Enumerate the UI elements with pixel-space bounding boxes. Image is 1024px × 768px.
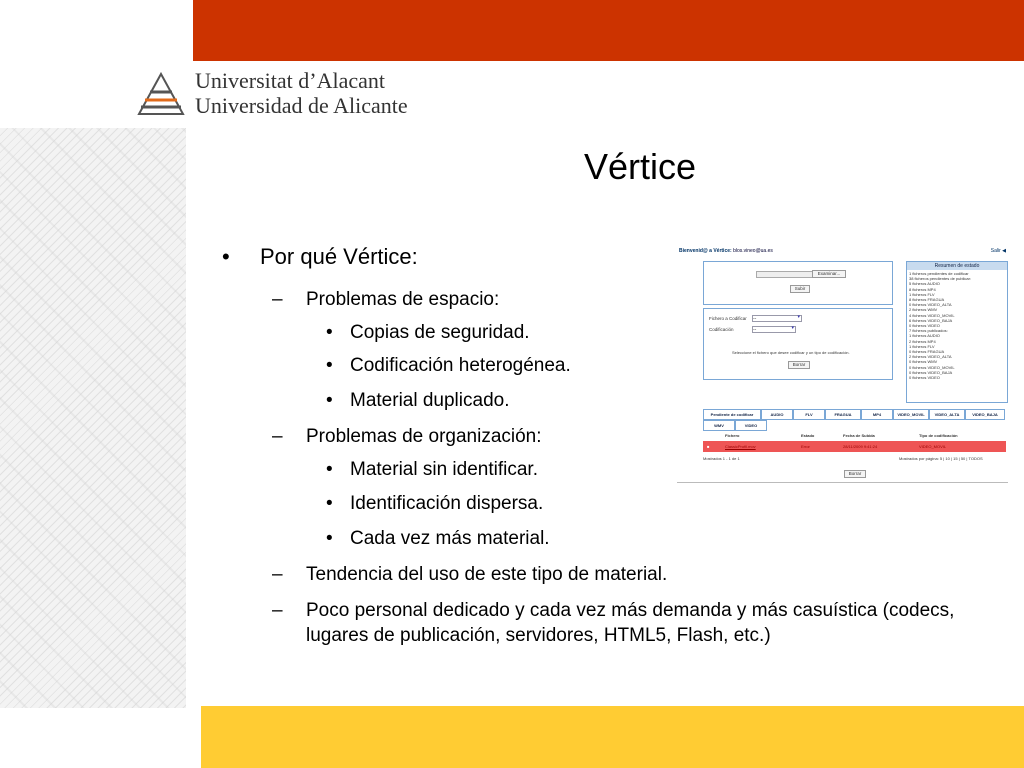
footer-count: Mostrados 1 - 1 de 1 xyxy=(703,456,740,461)
resumen-line: 1 ficheros AUDIO xyxy=(909,333,940,339)
bullet-text: Copias de seguridad. xyxy=(350,322,530,343)
tab-flv[interactable]: FLV xyxy=(793,409,825,420)
codificar-panel xyxy=(703,308,893,380)
bullet-dot: • xyxy=(326,459,333,480)
bullet-text: Problemas de espacio: xyxy=(306,289,500,310)
resumen-line: 0 ficheros WMV xyxy=(909,359,938,365)
resumen-line: 8 ficheros FRAGUA xyxy=(909,297,945,303)
fichero-select-value: -- xyxy=(753,316,757,322)
vertice-app-screenshot xyxy=(677,246,1008,483)
row-estado: Error xyxy=(801,444,810,449)
welcome-label: Bienvenid@ a Vértice: xyxy=(679,248,732,254)
resumen-line: 0 ficheros VIDEO_MOVIL xyxy=(909,364,955,370)
resumen-line: 5 ficheros AUDIO xyxy=(909,281,940,287)
bullet-dot: • xyxy=(326,493,333,514)
row-tipo: VIDEO_MOVIL xyxy=(919,444,947,449)
resumen-line: 2 ficheros WMV xyxy=(909,307,938,313)
user-email: blos.vineo@ua.es xyxy=(733,248,773,254)
bullet-text: Tendencia del uso de este tipo de material. xyxy=(306,564,668,585)
university-logo xyxy=(137,68,427,120)
resumen-title: Resumen de estado xyxy=(907,262,1007,270)
borrar-table-button[interactable]: Borrar xyxy=(844,470,866,478)
tab-audio[interactable]: AUDIO xyxy=(761,409,793,420)
tab-pendiente[interactable]: Pendiente de codificar xyxy=(703,409,761,420)
row-checkbox[interactable]: ■ xyxy=(707,444,710,449)
university-name xyxy=(195,68,408,118)
bullet-text: Problemas de organización: xyxy=(306,426,542,447)
bullet-dot: • xyxy=(326,322,333,343)
fichero-label: Fichero a Codificar xyxy=(709,316,747,321)
bullet-text: Poco personal dedicado y cada vez más demanda y más casuística (codecs, lugares de publicación, servidores, HTML5, Flash, etc.) xyxy=(306,600,955,646)
resumen-line: 1 ficheros pendientes de codificar xyxy=(909,271,969,276)
bullet-dot: • xyxy=(326,390,333,411)
table-footer xyxy=(703,455,1006,463)
fichero-select[interactable] xyxy=(752,315,802,322)
resumen-line: 0 ficheros VIDEO xyxy=(909,323,940,329)
bullet-text: Codificación heterogénea. xyxy=(350,355,571,376)
resumen-line: 8 ficheros MP4 xyxy=(909,286,936,292)
resumen-line: 0 ficheros VIDEO xyxy=(909,375,940,381)
resumen-list xyxy=(907,270,1007,381)
bullet-dot: • xyxy=(222,244,230,269)
resumen-line: 7 ficheros publicados: xyxy=(909,328,948,334)
tab-video[interactable]: VIDEO xyxy=(735,420,767,431)
logout-label: Salir xyxy=(990,248,1001,254)
resumen-line: 0 ficheros FRAGUA xyxy=(909,349,945,355)
bullet-text: Material duplicado. xyxy=(350,390,510,411)
file-input[interactable] xyxy=(756,271,814,278)
resumen-line: 2 ficheros MP4 xyxy=(909,338,936,344)
logout-link[interactable] xyxy=(991,248,1006,254)
row-fichero[interactable]: ClassicProfil.mov xyxy=(725,444,756,449)
resumen-line: 0 ficheros VIDEO_ALTA xyxy=(909,302,952,308)
tab-video-alta[interactable]: VIDEO_ALTA xyxy=(929,409,965,420)
resumen-line: 4 ficheros VIDEO_MOVIL xyxy=(909,312,955,318)
table-header xyxy=(703,432,1006,440)
instruction-text: Seleccione el fichero que desee codificar y un tipo de codificación. xyxy=(732,350,850,355)
upload-panel xyxy=(703,261,893,305)
logo-line-2: Universidad de Alicante xyxy=(195,93,408,118)
bullet-dot: • xyxy=(326,528,333,549)
bullet-dot: • xyxy=(326,355,333,376)
page-size-selector[interactable]: Mostrados por página: 5 | 10 | 15 | 50 | TODOS xyxy=(899,456,983,461)
bullet-text: Por qué Vértice: xyxy=(260,244,418,269)
resumen-panel xyxy=(906,261,1008,403)
ua-logo-icon xyxy=(137,70,185,118)
tab-wmv[interactable]: WMV xyxy=(703,420,735,431)
tab-video-movil[interactable]: VIDEO_MOVIL xyxy=(893,409,929,420)
decorative-pattern xyxy=(0,128,186,708)
resumen-line: 1 ficheros FLV xyxy=(909,291,935,297)
tab-fragua[interactable]: FRAGUA xyxy=(825,409,861,420)
col-fecha: Fecha de Subida xyxy=(843,433,875,438)
dash: – xyxy=(272,564,283,585)
resumen-line: 0 ficheros VIDEO_BAJA xyxy=(909,369,953,375)
col-tipo: Tipo de codificación xyxy=(919,433,958,438)
bottom-accent-bar xyxy=(201,706,1024,768)
row-fecha: 28/11/2009 9:41:24 xyxy=(843,444,878,449)
resumen-line: 38 ficheros pendientes de publicar: xyxy=(909,276,972,282)
codificacion-select[interactable] xyxy=(752,326,796,333)
dash: – xyxy=(272,600,283,621)
resumen-line: 1 ficheros FLV xyxy=(909,343,935,349)
bullet-text: Material sin identificar. xyxy=(350,459,538,480)
logout-icon: ◀ xyxy=(1002,248,1006,254)
resumen-line: 6 ficheros VIDEO_BAJA xyxy=(909,317,953,323)
welcome-header xyxy=(679,248,773,254)
col-estado: Estado xyxy=(801,433,815,438)
top-accent-bar xyxy=(193,0,1024,61)
codificacion-label: Codificación xyxy=(709,327,734,332)
bullet-text: Identificación dispersa. xyxy=(350,493,544,514)
logo-line-1: Universitat d’Alacant xyxy=(195,68,385,93)
slide-title: Vértice xyxy=(583,146,697,187)
examinar-button[interactable]: Examinar... xyxy=(812,270,846,278)
dash: – xyxy=(272,289,283,310)
tab-mp4[interactable]: MP4 xyxy=(861,409,893,420)
dash: – xyxy=(272,426,283,447)
bullet-text: Cada vez más material. xyxy=(350,528,550,549)
table-row[interactable] xyxy=(703,441,1006,452)
codificacion-select-value: -- xyxy=(753,327,757,333)
col-fichero: Fichero xyxy=(725,433,740,438)
tab-video-baja[interactable]: VIDEO_BAJA xyxy=(965,409,1005,420)
resumen-line: 2 ficheros VIDEO_ALTA xyxy=(909,354,952,360)
borrar-button[interactable]: Borrar xyxy=(788,361,810,369)
subir-button[interactable]: Subir xyxy=(790,285,810,293)
